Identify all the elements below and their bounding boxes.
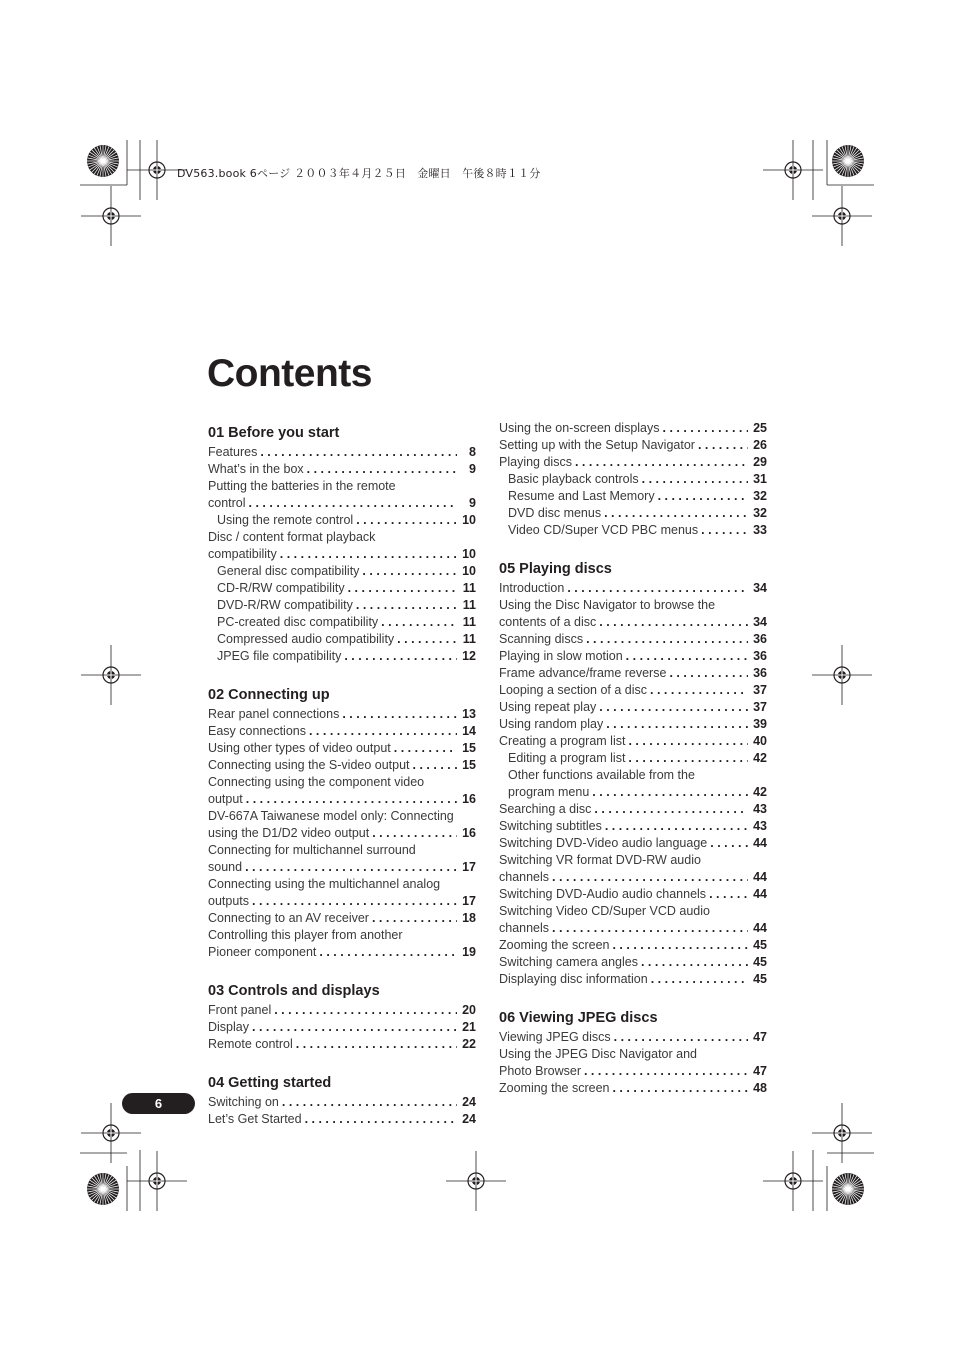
dot-leader [658, 488, 748, 505]
toc-entry[interactable] [208, 614, 476, 631]
dot-leader [642, 471, 748, 488]
toc-entry-label: Displaying disc information [499, 972, 648, 986]
dot-leader [282, 1094, 457, 1111]
dot-leader [599, 614, 748, 631]
toc-entry-label: Connecting using the S-video output [208, 758, 410, 772]
print-file-info: DV563.book 6ページ ２００３年４月２５日 金曜日 午後８時１１分 [177, 167, 541, 180]
toc-entry-label: Setting up with the Setup Navigator [499, 438, 695, 452]
toc-page-number: 45 [753, 972, 767, 986]
toc-page-number: 32 [753, 489, 767, 503]
toc-page-number: 25 [753, 421, 767, 435]
toc-entry[interactable] [499, 631, 767, 648]
toc-entry-label: Pioneer component [208, 945, 317, 959]
dot-leader [605, 818, 748, 835]
toc-page-number: 44 [753, 887, 767, 901]
toc-entry-label: Zooming the screen [499, 1081, 610, 1095]
toc-entry[interactable] [208, 927, 476, 961]
toc-entry-label: Switching DVD-Video audio language [499, 836, 708, 850]
toc-entry-label: Switching on [208, 1095, 279, 1109]
toc-page-number: 21 [462, 1020, 476, 1034]
toc-entry[interactable] [499, 454, 767, 471]
toc-section [208, 422, 476, 665]
toc-entry[interactable] [499, 488, 767, 505]
section-heading: 05 Playing discs [499, 561, 612, 577]
toc-entry[interactable] [208, 597, 476, 614]
toc-entry[interactable] [499, 1029, 767, 1046]
toc-page-number: 48 [753, 1081, 767, 1095]
dot-leader [641, 954, 748, 971]
toc-entry[interactable] [208, 478, 476, 512]
toc-entry-label: Rear panel connections [208, 707, 340, 721]
toc-entry-label: output [208, 792, 243, 806]
toc-entry-label: Switching Video CD/Super VCD audio [499, 904, 710, 918]
toc-page-number: 11 [462, 581, 476, 595]
toc-entry[interactable] [499, 818, 767, 835]
toc-page-number: 20 [462, 1003, 476, 1017]
toc-page-number: 10 [462, 547, 476, 561]
toc-section [499, 558, 767, 988]
toc-page-number: 18 [462, 911, 476, 925]
dot-leader [612, 1080, 748, 1097]
dot-leader [552, 869, 748, 886]
toc-entry-label: Controlling this player from another [208, 928, 403, 942]
dot-leader [344, 648, 457, 665]
dot-leader [252, 1019, 457, 1036]
toc-entry-label: Frame advance/frame reverse [499, 666, 667, 680]
toc-page-number: 44 [753, 870, 767, 884]
toc-page-number: 36 [753, 649, 767, 663]
toc-entry-label: compatibility [208, 547, 277, 561]
toc-page-number: 34 [753, 615, 767, 629]
toc-entry-label: Video CD/Super VCD PBC menus [508, 523, 699, 537]
toc-entry[interactable] [208, 842, 476, 876]
dot-leader [663, 420, 749, 437]
toc-entry-label: channels [499, 870, 550, 884]
toc-page-number: 13 [462, 707, 476, 721]
dot-leader [309, 723, 457, 740]
toc-entry[interactable] [208, 1036, 476, 1053]
toc-page-number: 32 [753, 506, 767, 520]
toc-page-number: 11 [462, 632, 476, 646]
toc-section [208, 1072, 476, 1128]
dot-leader [584, 1063, 748, 1080]
toc-entry-label: Disc / content format playback [208, 530, 376, 544]
toc-entry-label: Using the JPEG Disc Navigator and [499, 1047, 698, 1061]
toc-page-number: 10 [462, 564, 476, 578]
dot-leader [381, 614, 457, 631]
toc-entry[interactable] [499, 1080, 767, 1097]
toc-entry[interactable] [208, 723, 476, 740]
toc-entry-label: Looping a section of a disc [499, 683, 648, 697]
dot-leader [594, 801, 748, 818]
dot-leader [246, 791, 457, 808]
toc-page-number: 9 [469, 462, 476, 476]
toc-entry[interactable] [499, 1046, 767, 1080]
dot-leader [413, 757, 457, 774]
toc-page-number: 22 [462, 1037, 476, 1051]
toc-entry-label: outputs [208, 894, 250, 908]
page-number-badge: 6 [122, 1093, 195, 1114]
toc-entry[interactable] [208, 512, 476, 529]
toc-entry[interactable] [208, 706, 476, 723]
toc-page-number: 44 [753, 836, 767, 850]
toc-page-number: 31 [753, 472, 767, 486]
dot-leader [394, 740, 457, 757]
page-title: Contents [207, 352, 372, 395]
toc-entry[interactable] [499, 971, 767, 988]
toc-entry[interactable] [208, 740, 476, 757]
toc-page-number: 42 [753, 785, 767, 799]
toc-entry[interactable] [499, 682, 767, 699]
section-heading: 02 Connecting up [208, 687, 330, 703]
toc-entry-label: Other functions available from the [508, 768, 695, 782]
toc-entry-label: Connecting using the multichannel analog [208, 877, 441, 891]
toc-entry[interactable] [208, 631, 476, 648]
section-heading: 03 Controls and displays [208, 983, 380, 999]
toc-page-number: 24 [462, 1112, 476, 1126]
toc-entry[interactable] [208, 444, 476, 461]
toc-page-number: 39 [753, 717, 767, 731]
dot-leader [628, 750, 748, 767]
toc-entry-label: Switching DVD-Audio audio channels [499, 887, 707, 901]
toc-entry[interactable] [208, 757, 476, 774]
dot-leader [280, 546, 457, 563]
dot-leader [356, 512, 457, 529]
toc-page-number: 43 [753, 819, 767, 833]
toc-page-number: 12 [462, 649, 476, 663]
toc-entry-label: CD-R/RW compatibility [217, 581, 345, 595]
dot-leader [245, 859, 457, 876]
toc-entry[interactable] [499, 648, 767, 665]
toc-entry-label: DVD disc menus [508, 506, 602, 520]
toc-entry[interactable] [208, 563, 476, 580]
toc-page-number: 10 [462, 513, 476, 527]
dot-leader [296, 1036, 457, 1053]
dot-leader [710, 835, 748, 852]
dot-leader [348, 580, 457, 597]
toc-entry-label: PC-created disc compatibility [217, 615, 379, 629]
toc-entry[interactable] [499, 733, 767, 750]
toc-page-number: 16 [462, 792, 476, 806]
toc-entry-label: What’s in the box [208, 462, 304, 476]
toc-entry-label: DV-667A Taiwanese model only: Connecting [208, 809, 454, 823]
toc-entry-label: Photo Browser [499, 1064, 581, 1078]
toc-entry[interactable] [208, 529, 476, 563]
dot-leader [701, 522, 748, 539]
toc-page-number: 29 [753, 455, 767, 469]
toc-entry-label: Zooming the screen [499, 938, 610, 952]
toc-page-number: 26 [753, 438, 767, 452]
dot-leader [575, 454, 748, 471]
dot-leader [319, 944, 457, 961]
toc-page-number: 43 [753, 802, 767, 816]
toc-entry[interactable] [499, 716, 767, 733]
dot-leader [606, 716, 748, 733]
dot-leader [586, 631, 748, 648]
toc-entry-label: Switching VR format DVD-RW audio [499, 853, 701, 867]
toc-entry[interactable] [499, 665, 767, 682]
toc-entry[interactable] [208, 580, 476, 597]
toc-page-number: 11 [462, 615, 476, 629]
toc-page-number: 14 [462, 724, 476, 738]
toc-entry[interactable] [208, 876, 476, 910]
dot-leader [599, 699, 748, 716]
toc-entry[interactable] [208, 1094, 476, 1111]
toc-entry-label: Introduction [499, 581, 565, 595]
toc-entry-label: control [208, 496, 246, 510]
toc-entry[interactable] [499, 852, 767, 886]
dot-leader [372, 910, 457, 927]
toc-section [499, 420, 767, 539]
toc-entry[interactable] [499, 597, 767, 631]
toc-entry-label: using the D1/D2 video output [208, 826, 370, 840]
toc-entry-label: Display [208, 1020, 249, 1034]
section-heading: 06 Viewing JPEG discs [499, 1010, 658, 1026]
toc-entry-label: contents of a disc [499, 615, 597, 629]
toc-page-number: 47 [753, 1064, 767, 1078]
toc-entry-label: Connecting using the component video [208, 775, 425, 789]
toc-entry-label: Using the on-screen displays [499, 421, 660, 435]
toc-page-number: 17 [462, 894, 476, 908]
toc-page-number: 42 [753, 751, 767, 765]
toc-entry-label: sound [208, 860, 243, 874]
dot-leader [612, 937, 748, 954]
toc-entry[interactable] [208, 910, 476, 927]
toc-column-left [208, 420, 476, 1147]
toc-entry-label: Connecting for multichannel surround [208, 843, 416, 857]
toc-page-number: 34 [753, 581, 767, 595]
toc-entry-label: Switching camera angles [499, 955, 638, 969]
toc-page-number: 47 [753, 1030, 767, 1044]
toc-page-number: 36 [753, 632, 767, 646]
toc-entry[interactable] [499, 886, 767, 903]
toc-entry[interactable] [208, 1111, 476, 1128]
toc-page-number: 36 [753, 666, 767, 680]
toc-page-number: 9 [469, 496, 476, 510]
dot-leader [626, 648, 748, 665]
toc-entry[interactable] [499, 471, 767, 488]
toc-entry[interactable] [499, 903, 767, 937]
toc-page-number: 8 [469, 445, 476, 459]
toc-entry[interactable] [208, 1002, 476, 1019]
toc-entry-label: Searching a disc [499, 802, 592, 816]
toc-entry-label: General disc compatibility [217, 564, 360, 578]
toc-entry[interactable] [499, 699, 767, 716]
toc-page-number: 11 [462, 598, 476, 612]
toc-entry[interactable] [499, 750, 767, 767]
toc-entry[interactable] [499, 801, 767, 818]
toc-entry-label: Using repeat play [499, 700, 597, 714]
toc-entry[interactable] [499, 505, 767, 522]
toc-entry-label: Playing discs [499, 455, 572, 469]
dot-leader [650, 682, 748, 699]
dot-leader [274, 1002, 457, 1019]
dot-leader [709, 886, 748, 903]
toc-entry-label: Using the remote control [217, 513, 354, 527]
toc-entry-label: channels [499, 921, 550, 935]
toc-entry-label: Switching subtitles [499, 819, 602, 833]
toc-page-number: 24 [462, 1095, 476, 1109]
section-heading: 01 Before you start [208, 425, 340, 441]
dot-leader [567, 580, 748, 597]
toc-entry-label: DVD-R/RW compatibility [217, 598, 353, 612]
section-heading: 04 Getting started [208, 1075, 332, 1091]
dot-leader [372, 825, 457, 842]
toc-entry-label: Putting the batteries in the remote [208, 479, 396, 493]
toc-page-number: 40 [753, 734, 767, 748]
toc-entry-label: Remote control [208, 1037, 293, 1051]
dot-leader [628, 733, 748, 750]
toc-entry-label: Basic playback controls [508, 472, 639, 486]
toc-entry-label: Viewing JPEG discs [499, 1030, 611, 1044]
toc-entry-label: Let’s Get Started [208, 1112, 302, 1126]
toc-page-number: 16 [462, 826, 476, 840]
toc-entry[interactable] [499, 937, 767, 954]
dot-leader [342, 706, 457, 723]
toc-entry-label: Front panel [208, 1003, 272, 1017]
toc-page-number: 17 [462, 860, 476, 874]
dot-leader [252, 893, 457, 910]
toc-entry[interactable] [208, 774, 476, 808]
toc-page-number: 19 [462, 945, 476, 959]
toc-entry[interactable] [499, 580, 767, 597]
dot-leader [698, 437, 748, 454]
toc-entry[interactable] [208, 648, 476, 665]
toc-entry-label: Scanning discs [499, 632, 584, 646]
dot-leader [614, 1029, 748, 1046]
toc-entry-label: program menu [508, 785, 590, 799]
toc-page-number: 45 [753, 938, 767, 952]
toc-entry-label: Playing in slow motion [499, 649, 623, 663]
dot-leader [592, 784, 748, 801]
toc-entry[interactable] [499, 835, 767, 852]
toc-page-number: 33 [753, 523, 767, 537]
toc-entry-label: Connecting to an AV receiver [208, 911, 369, 925]
toc-entry-label: Features [208, 445, 258, 459]
dot-leader [397, 631, 457, 648]
dot-leader [305, 1111, 457, 1128]
toc-entry[interactable] [499, 767, 767, 801]
toc-page-number: 45 [753, 955, 767, 969]
toc-entry-label: JPEG file compatibility [217, 649, 342, 663]
toc-entry[interactable] [499, 522, 767, 539]
toc-entry[interactable] [499, 420, 767, 437]
toc-entry[interactable] [208, 808, 476, 842]
dot-leader [651, 971, 748, 988]
toc-entry-label: Using random play [499, 717, 604, 731]
dot-leader [552, 920, 748, 937]
toc-entry-label: Using other types of video output [208, 741, 391, 755]
dot-leader [249, 495, 457, 512]
toc-entry-label: Easy connections [208, 724, 306, 738]
toc-section [499, 1007, 767, 1097]
toc-entry-label: Editing a program list [508, 751, 626, 765]
toc-page-number: 15 [462, 741, 476, 755]
toc-entry-label: Resume and Last Memory [508, 489, 655, 503]
dot-leader [356, 597, 457, 614]
toc-entry-label: Using the Disc Navigator to browse the [499, 598, 716, 612]
toc-entry[interactable] [499, 954, 767, 971]
toc-section [208, 980, 476, 1053]
toc-page-number: 37 [753, 700, 767, 714]
toc-column-right [499, 420, 767, 1116]
toc-entry[interactable] [499, 437, 767, 454]
dot-leader [669, 665, 748, 682]
dot-leader [260, 444, 457, 461]
toc-entry[interactable] [208, 1019, 476, 1036]
toc-section [208, 684, 476, 961]
toc-page-number: 15 [462, 758, 476, 772]
dot-leader [362, 563, 457, 580]
dot-leader [604, 505, 748, 522]
toc-entry[interactable] [208, 461, 476, 478]
toc-entry-label: Compressed audio compatibility [217, 632, 395, 646]
dot-leader [307, 461, 457, 478]
toc-page-number: 44 [753, 921, 767, 935]
toc-page-number: 37 [753, 683, 767, 697]
toc-entry-label: Creating a program list [499, 734, 626, 748]
